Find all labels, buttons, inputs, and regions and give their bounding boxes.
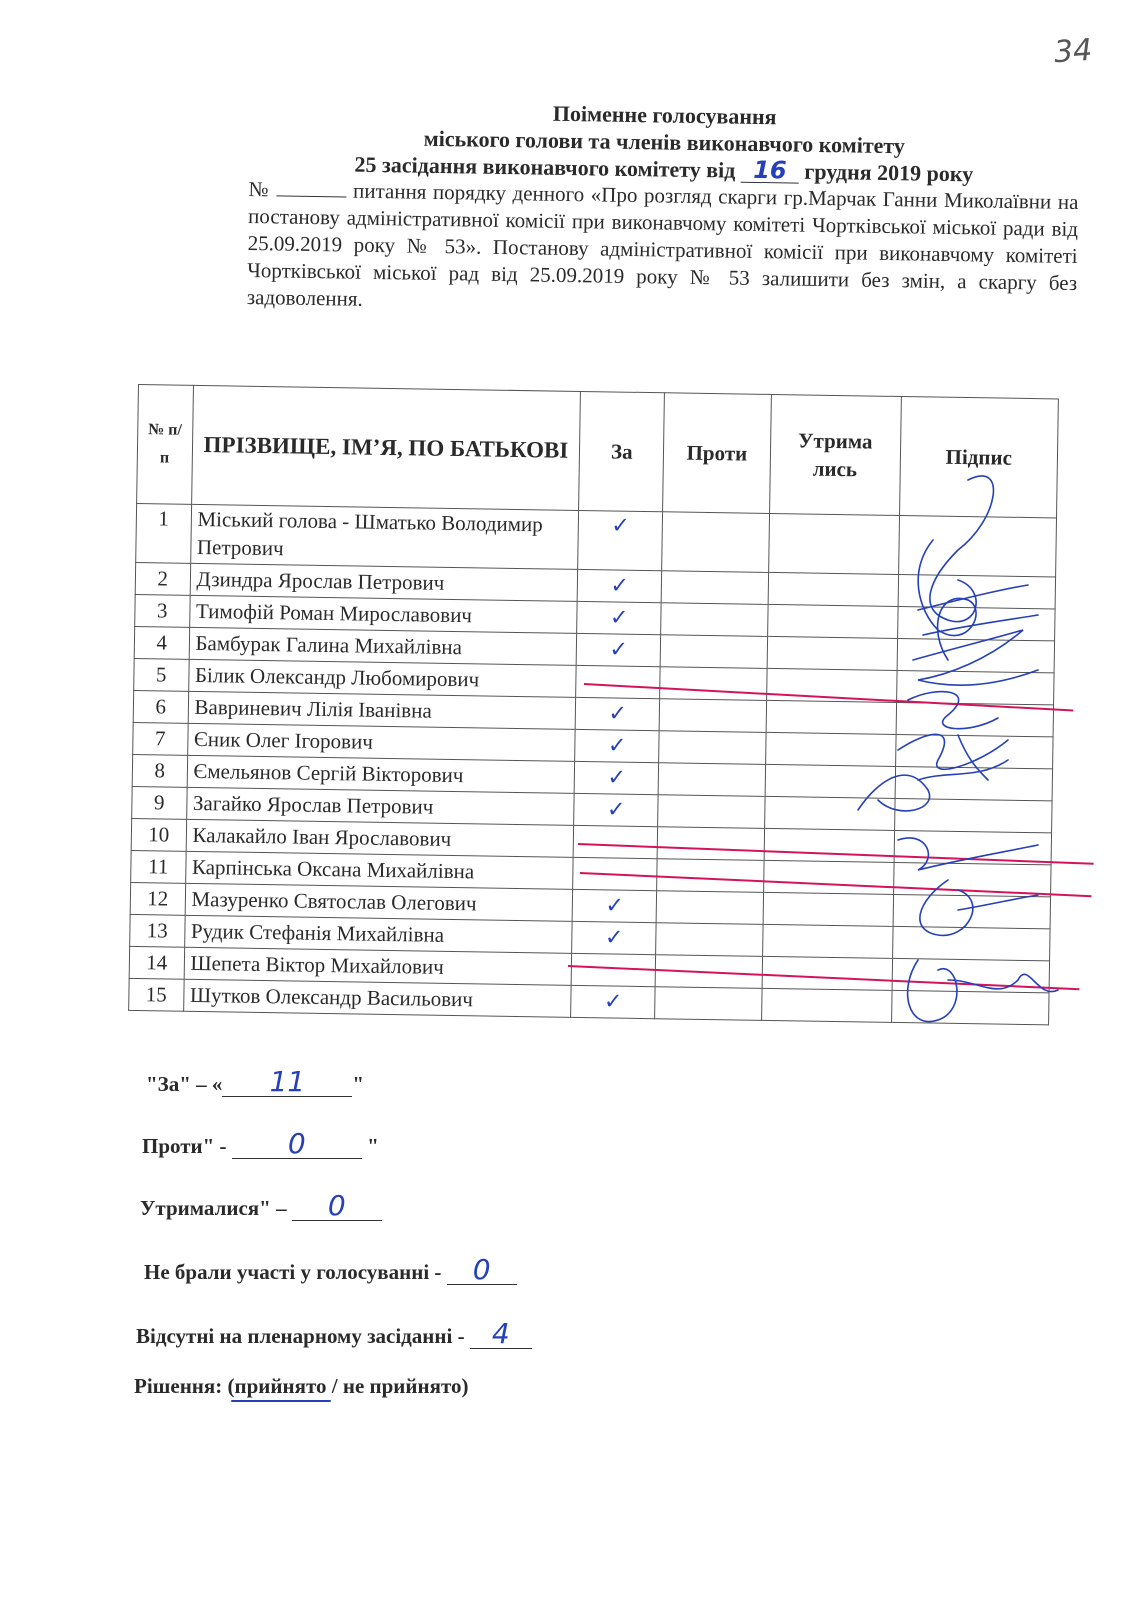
vote-za-mark: ✓ xyxy=(575,697,659,730)
document-header xyxy=(247,95,1080,324)
meeting-date-handwritten: 16 xyxy=(741,158,799,184)
total-proty-label: Проти" - xyxy=(142,1134,227,1158)
row-number: 6 xyxy=(133,690,188,723)
row-number: 15 xyxy=(129,978,184,1011)
total-utrymalysia-row xyxy=(140,1189,382,1222)
row-number: 2 xyxy=(135,562,190,595)
vote-za-mark: ✓ xyxy=(575,729,659,762)
total-za-row xyxy=(146,1065,365,1098)
agenda-number-blank xyxy=(276,195,346,197)
member-name: Загайко Ярослав Петрович xyxy=(186,787,574,825)
total-proty-value: 0 xyxy=(232,1130,362,1159)
decision-line xyxy=(134,1374,469,1399)
vote-za-mark: ✓ xyxy=(578,510,663,570)
vote-za-mark: ✓ xyxy=(577,601,661,634)
vote-proty-cell xyxy=(661,603,768,637)
meeting-label: 25 засідання виконавчого комітету від xyxy=(354,151,736,183)
header-num: № п/п xyxy=(137,385,193,505)
header-signature: Підпис xyxy=(899,396,1058,517)
row-number: 13 xyxy=(130,914,185,947)
decision-not-accepted: не прийнято xyxy=(342,1374,462,1398)
vote-proty-cell xyxy=(656,923,763,957)
vote-proty-cell xyxy=(660,635,767,669)
agenda-text: питання порядку денного «Про розгляд скарги гр.Марчак Ганни Миколаївни на постанову адміністративної комісії при виконавчому комітеті Чортківської міської ради від 25.09.2019 року № 53». Постанову адміністративної комісії при виконавчому комітеті Чортківської міської рад від 25.09.2019 року № 53 залишити без змін, а скаргу без задоволення. xyxy=(246,178,1079,311)
row-number: 11 xyxy=(131,850,186,883)
member-name: Рудик Стефанія Михайлівна xyxy=(184,915,572,953)
vote-proty-cell xyxy=(660,667,767,701)
decision-label: Рішення: xyxy=(134,1374,223,1398)
row-number: 7 xyxy=(133,722,188,755)
vote-za-mark: ✓ xyxy=(572,889,656,922)
vote-proty-cell xyxy=(662,512,769,573)
row-number: 5 xyxy=(134,658,189,691)
total-utrymalysia-value: 0 xyxy=(292,1192,382,1221)
member-name: Шутков Олександр Васильович xyxy=(183,979,571,1017)
member-name: Дзиндра Ярослав Петрович xyxy=(190,563,578,601)
vote-proty-cell xyxy=(659,699,766,733)
vote-za-mark: ✓ xyxy=(577,569,661,602)
vote-proty-cell xyxy=(657,827,764,861)
vote-proty-cell xyxy=(659,731,766,765)
decision-separator: / xyxy=(326,1374,343,1398)
row-number: 12 xyxy=(130,882,185,915)
total-vidsutni-row xyxy=(136,1317,532,1350)
total-vidsutni-value: 4 xyxy=(470,1320,532,1349)
row-number: 9 xyxy=(132,786,187,819)
total-ne-braly-label: Не брали участі у голосуванні - xyxy=(144,1260,442,1284)
vote-za-mark xyxy=(571,953,655,986)
handwritten-signatures xyxy=(838,460,1078,1060)
decision-accepted-text: прийнято xyxy=(234,1374,327,1398)
member-name: Міський голова - Шматько Володимир Петрович xyxy=(190,504,579,569)
row-number: 1 xyxy=(136,503,191,563)
member-name: Ємельянов Сергій Вікторович xyxy=(187,755,575,793)
member-name: Вавриневич Лілія Іванівна xyxy=(188,691,576,729)
row-number: 8 xyxy=(132,754,187,787)
meeting-month-year: грудня 2019 року xyxy=(804,158,974,187)
member-name: Калакайло Іван Ярославович xyxy=(186,819,574,857)
member-name: Тимофій Роман Мирославович xyxy=(189,595,577,633)
row-number: 14 xyxy=(129,946,184,979)
member-name: Шепета Віктор Михайлович xyxy=(184,947,572,985)
header-name: ПРІЗВИЩЕ, ІМ’Я, ПО БАТЬКОВІ xyxy=(191,385,581,510)
page-number: 34 xyxy=(1052,32,1094,71)
vote-za-mark xyxy=(576,665,660,698)
header-proty: Проти xyxy=(663,393,771,514)
member-name: Єник Олег Ігорович xyxy=(187,723,575,761)
decision-close: ) xyxy=(461,1374,469,1398)
vote-proty-cell xyxy=(655,987,762,1021)
total-za-label: "За" – « xyxy=(146,1072,223,1096)
agenda-number-sign: № xyxy=(248,176,271,202)
total-za-close: " xyxy=(352,1072,365,1096)
row-number: 4 xyxy=(134,626,189,659)
decision-accepted xyxy=(235,1374,327,1398)
decision-accepted-underline xyxy=(231,1400,331,1402)
agenda-item xyxy=(247,176,1079,324)
row-number: 10 xyxy=(131,818,186,851)
total-proty-row xyxy=(142,1127,379,1160)
total-vidsutni-label: Відсутні на пленарному засіданні - xyxy=(136,1324,465,1348)
member-name: Карпінська Оксана Михайлівна xyxy=(185,851,573,889)
total-za-value: 11 xyxy=(222,1068,352,1097)
member-name: Білик Олександр Любомирович xyxy=(188,659,576,697)
vote-za-mark: ✓ xyxy=(574,761,658,794)
header-za: За xyxy=(579,391,665,511)
total-utrymalysia-label: Утрималися" – xyxy=(140,1196,287,1220)
vote-proty-cell xyxy=(656,891,763,925)
vote-proty-cell xyxy=(658,795,765,829)
title-line-2: міського голови та членів виконавчого комітету xyxy=(423,125,906,159)
vote-za-mark: ✓ xyxy=(571,985,655,1018)
decision-open: ( xyxy=(227,1374,235,1398)
vote-za-mark: ✓ xyxy=(576,633,660,666)
member-name: Мазуренко Святослав Олегович xyxy=(185,883,573,921)
vote-proty-cell xyxy=(661,571,768,605)
member-name: Бамбурак Галина Михайлівна xyxy=(189,627,577,665)
vote-za-mark xyxy=(573,825,657,858)
total-ne-braly-value: 0 xyxy=(447,1256,517,1285)
vote-za-mark: ✓ xyxy=(574,793,658,826)
row-number: 3 xyxy=(135,594,190,627)
vote-za-mark: ✓ xyxy=(572,921,656,954)
total-ne-braly-row xyxy=(144,1253,517,1286)
total-proty-close: " xyxy=(367,1134,379,1158)
title-line-1: Поіменне голосування xyxy=(552,100,777,130)
header-utrymalys: Утрима лись xyxy=(769,394,901,515)
vote-proty-cell xyxy=(658,763,765,797)
